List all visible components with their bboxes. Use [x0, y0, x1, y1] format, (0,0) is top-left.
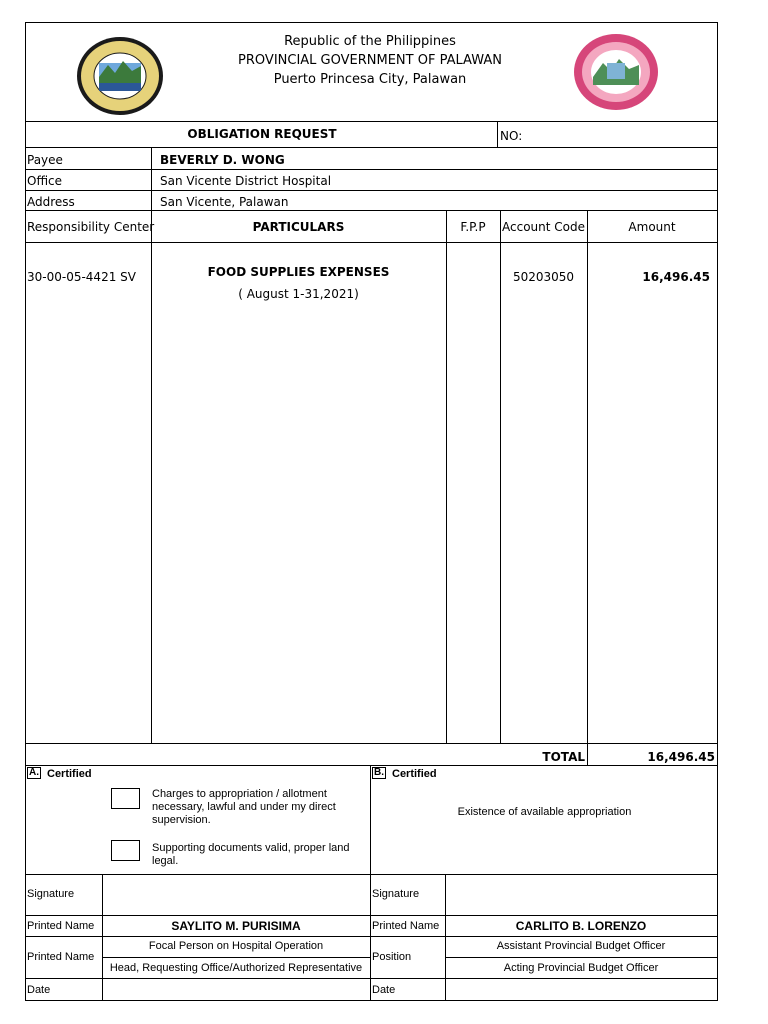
a-position-line2: Head, Requesting Office/Authorized Representative	[109, 962, 363, 974]
a-signature-field[interactable]	[103, 875, 369, 915]
office-label: Office	[27, 174, 63, 188]
col-amount: Amount	[628, 220, 676, 234]
row-responsibility-center: 30-00-05-4421 SV	[27, 270, 136, 284]
a-signature-label: Signature	[27, 888, 75, 900]
b-signature-label: Signature	[372, 888, 420, 900]
checkbox-charges[interactable]	[111, 788, 140, 809]
address-label: Address	[27, 195, 75, 209]
a-position-label: Printed Name	[27, 951, 95, 963]
checkbox-supporting-docs[interactable]	[111, 840, 140, 861]
b-position-line1: Assistant Provincial Budget Officer	[496, 940, 666, 952]
b-printed-name-label: Printed Name	[372, 920, 440, 932]
row-amount: 16,496.45	[642, 270, 710, 284]
col-fpp: F.P.P	[460, 220, 486, 234]
b-printed-name: CARLITO B. LORENZO	[515, 919, 647, 933]
row-account-code: 50203050	[512, 270, 575, 284]
section-b-letter: B.	[374, 767, 384, 778]
section-a-item2: Supporting documents valid, proper land legal.	[152, 842, 350, 867]
total-amount: 16,496.45	[647, 750, 715, 764]
b-signature-field[interactable]	[446, 875, 716, 915]
address-value: San Vicente, Palawan	[160, 195, 289, 209]
payee-value: BEVERLY D. WONG	[160, 153, 285, 167]
section-a-letter: A.	[29, 767, 39, 778]
a-date-label: Date	[27, 984, 51, 996]
section-b-title: Certified	[392, 768, 437, 780]
a-printed-name: SAYLITO M. PURISIMA	[171, 919, 301, 933]
col-particulars: PARTICULARS	[252, 220, 345, 234]
col-account-code: Account Code	[502, 220, 585, 234]
no-label: NO:	[500, 129, 523, 143]
b-date-label: Date	[372, 984, 396, 996]
b-position-label: Position	[372, 951, 412, 963]
b-date-field[interactable]	[446, 979, 716, 999]
right-hospital-seal	[573, 33, 659, 111]
section-b-text: Existence of available appropriation	[457, 806, 632, 818]
row-particulars: FOOD SUPPLIES EXPENSES	[207, 265, 390, 279]
section-a-title: Certified	[47, 768, 92, 780]
section-a-item1: Charges to appropriation / allotment necessary, lawful and under my direct supervision.	[152, 788, 336, 826]
a-date-field[interactable]	[103, 979, 369, 999]
header-republic: Republic of the Philippines	[284, 34, 456, 49]
row-particulars-period: ( August 1-31,2021)	[238, 287, 359, 301]
a-printed-name-label: Printed Name	[27, 920, 95, 932]
form-title: OBLIGATION REQUEST	[187, 127, 337, 141]
b-position-line2: Acting Provincial Budget Officer	[503, 962, 659, 974]
a-position-line1: Focal Person on Hospital Operation	[148, 940, 324, 952]
total-label: TOTAL	[542, 750, 585, 764]
header-province: PROVINCIAL GOVERNMENT OF PALAWAN	[238, 53, 502, 68]
office-value: San Vicente District Hospital	[160, 174, 332, 188]
header-city: Puerto Princesa City, Palawan	[273, 72, 467, 87]
left-official-seal	[75, 35, 165, 117]
col-responsibility-center: Responsibility Center	[27, 220, 155, 234]
payee-label: Payee	[27, 153, 63, 167]
